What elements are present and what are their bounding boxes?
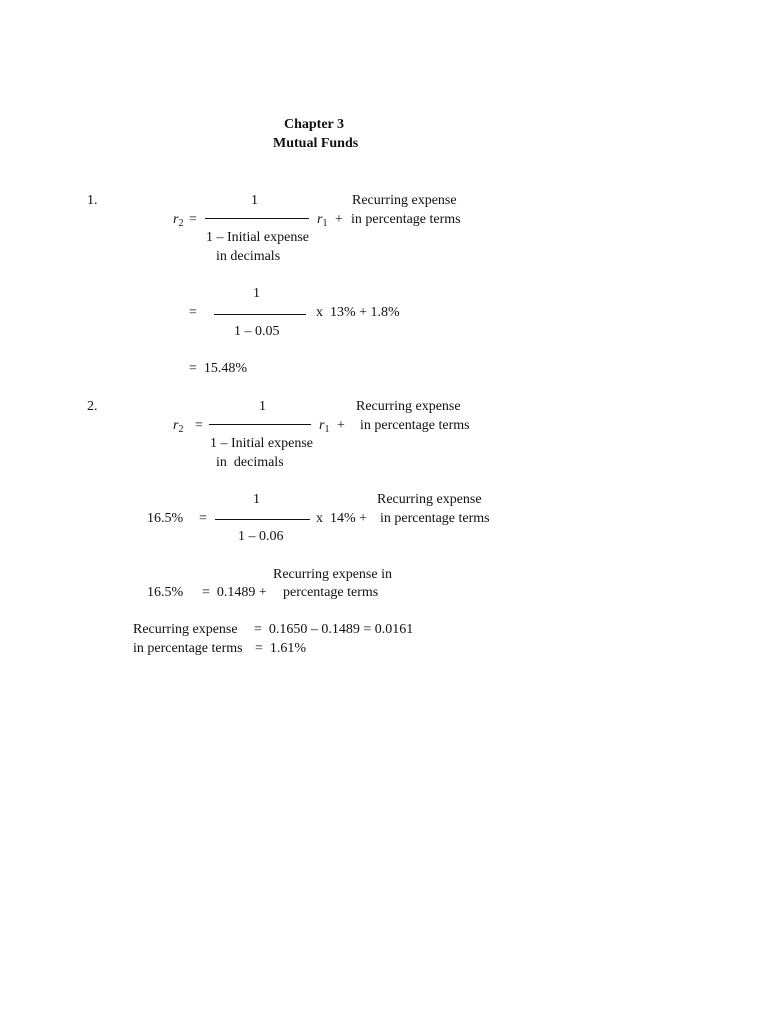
recurring-expense-label: Recurring expense [352,193,457,208]
final-result: = 1.61% [255,641,307,656]
fraction-denominator-line2: in decimals [216,249,281,264]
multiplication-term: x 13% + 1.8% [316,305,400,320]
fraction-denominator: 1 – 0.06 [238,529,284,544]
percentage-terms-label: in percentage terms [351,212,461,227]
problem-2-number: 2. [87,399,98,414]
r2-variable: $r_2$ [173,212,184,229]
percentage-terms-label: in percentage terms [360,418,470,433]
equals-sign: = [199,511,207,526]
r1-variable: $r_1$ [319,418,330,435]
recurring-expense-label: Recurring expense [356,399,461,414]
fraction-denominator-line2: in decimals [216,455,284,470]
plus-sign: + [335,212,343,227]
lhs-value: 16.5% [147,511,184,526]
fraction-bar [215,519,310,520]
equals-sign: = [189,305,197,320]
fraction-denominator-line1: 1 – Initial expense [206,230,310,245]
equals-sign: = [189,212,197,227]
final-calculation: = 0.1650 – 0.1489 = 0.0161 [254,622,414,637]
r1-variable: $r_1$ [317,212,328,229]
chapter-title: Mutual Funds [273,136,359,151]
recurring-expense-label: Recurring expense [377,492,482,507]
percentage-terms-label: percentage terms [283,585,379,600]
fraction-numerator: 1 [253,286,260,301]
final-label-line2: in percentage terms [133,641,243,656]
problem-1-result: = 15.48% [189,361,248,376]
lhs-value: 16.5% [147,585,184,600]
r2-variable: $r_2$ [173,418,184,435]
recurring-expense-label: Recurring expense in [273,567,392,582]
plus-sign: + [337,418,345,433]
fraction-numerator: 1 [251,193,258,208]
step-expression: = 0.1489 + [202,585,267,600]
fraction-numerator: 1 [259,399,266,414]
chapter-heading: Chapter 3 [284,117,345,132]
fraction-bar [205,218,309,219]
multiplication-term: x 14% + [316,511,368,526]
fraction-bar [214,314,306,315]
percentage-terms-label: in percentage terms [380,511,490,526]
final-label-line1: Recurring expense [133,622,238,637]
fraction-bar [209,424,311,425]
fraction-numerator: 1 [253,492,260,507]
fraction-denominator: 1 – 0.05 [234,324,280,339]
fraction-denominator-line1: 1 – Initial expense [210,436,314,451]
equals-sign: = [195,418,203,433]
problem-1-number: 1. [87,193,98,208]
